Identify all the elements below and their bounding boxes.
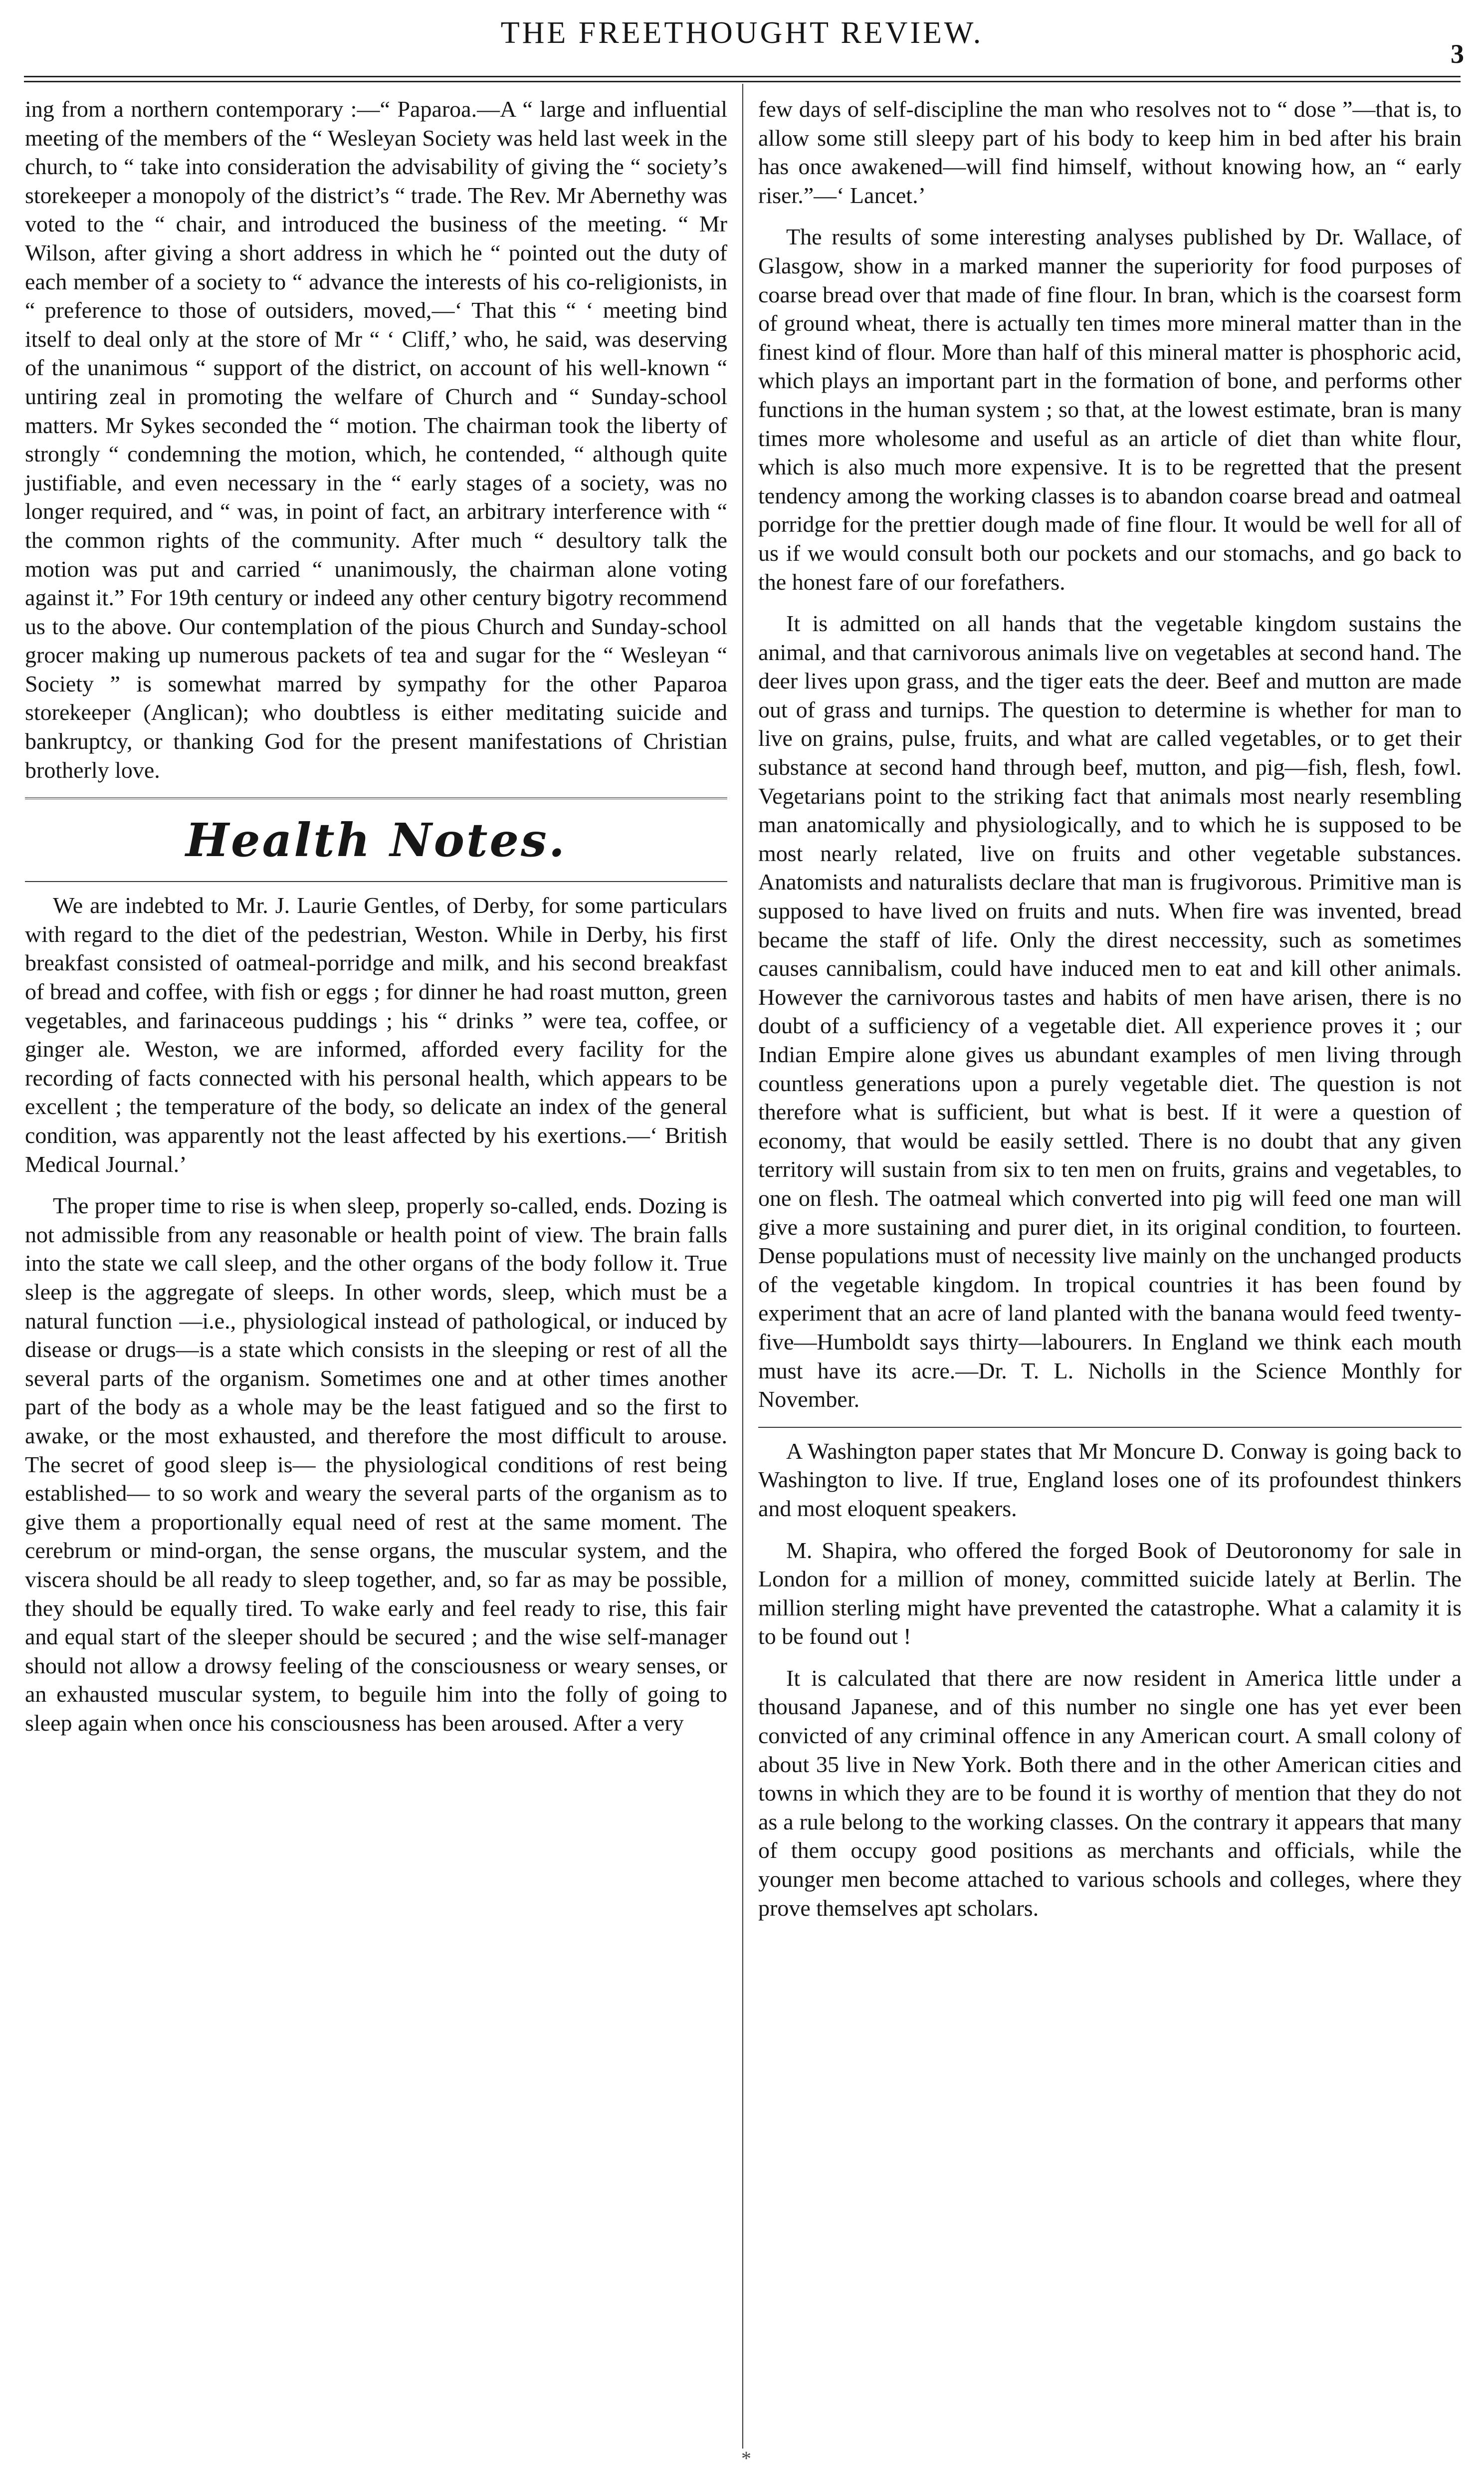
running-title: THE FREETHOUGHT REVIEW. <box>500 16 984 50</box>
news-paragraph: It is calculated that there are now resident in America little under a thousand Japanese, and of this number no single one has yet ever been convicted of any criminal offence in any American court. A small colony of about 35 live in New York. Both there and in the other American cities and towns in which they are to be found it is worthy of mention that they do not as a rule belong to the working classes. On the contrary it appears that many of them occupy good positions as merchants and officials, while the younger men become attached to various schools and colleges, where they prove themselves apt scholars. <box>758 1665 1462 1921</box>
header-rule-bottom <box>24 81 1461 82</box>
section-divider <box>25 797 727 799</box>
paparoa-paragraph: ing from a northern contemporary :—“ Paparoa.—A “ large and influential meeting of the members of the “ Wesleyan Society was held last week in the church, to “ take into consideration the advisability of giving the “ society’s storekeeper a monopoly of the district’s “ trade. The Rev. Mr Abernethy was voted to the “ chair, and introduced the business of the meeting. “ Mr Wilson, after giving a short address in which he “ pointed out the duty of each member of a society to “ advance the interests of his co-religionists, in “ preference to those of outsiders, moved,—‘ That this “ ‘ meeting bind itself to deal only at the store of Mr “ ‘ Cliff,’ who, he said, was deserving of the unanimous “ support of the district, on account of his well-known “ untiring zeal in promoting the welfare of Church and “ Sunday-school matters. Mr Sykes seconded the “ motion. The chairman took the liberty of strongly “ condemning the motion, which, he contended, “ although quite justifiable, and even necessary in the “ early stages of a society, was no longer required, and “ was, in point of fact, an arbitrary interference with “ the common rights of the community. After much “ desultory talk the motion was put and carried “ unanimously, the chairman alone voting against it.” For 19th century or indeed any other century bigotry recommend us to the above. Our contemplation of the pious Church and Sunday-school grocer making up numerous packets of tea and sugar for the “ Wesleyan “ Society ” is somewhat marred by sympathy for the other Paparoa storekeeper (Anglican); who doubtless is either meditating suicide and bankruptcy, or thanking God for the present manifestations of Christian brotherly love. <box>25 96 727 783</box>
right-column <box>758 95 1462 1935</box>
page-number: 3 <box>1451 39 1464 69</box>
article-paragraph: The proper time to rise is when sleep, properly so-called, ends. Dozing is not admissible from any reasonable or health point of view. The brain falls into the state we call sleep, and the other organs of the body follow it. True sleep is the aggregate of sleeps. In other words, sleep, which must be a natural function —i.e., physiological instead of pathological, or induced by disease or drugs—is a state which consists in the sleeping or rest of all the several parts of the organism. Sometimes one and at other times another part of the body as a whole may be the least fatigued and so the first to awake, or the most exhausted, and therefore the most difficult to arouse. The secret of good sleep is— the physiological conditions of rest being established— to so work and weary the several parts of the organism as to give them a proportionally equal need of rest at the same moment. The cerebrum or mind-organ, the sense organs, the muscular system, and the viscera should be all ready to sleep together, and, so far as may be possible, they should be equally tired. To wake early and feel ready to rise, this fair and equal start of the sleeper should be secured ; and the wise self-manager should not allow a drowsy feeling of the consciousness or weary senses, or an exhausted muscular system, to beguile him into the folly of going to sleep again when once his consciousness has been aroused. After a very <box>25 1193 727 1736</box>
news-paragraph: M. Shapira, who offered the forged Book of Deutoronomy for sale in London for a million of money, committed suicide lately at Berlin. The million sterling might have prevented the catastrophe. What a calamity it is to be found out ! <box>758 1537 1462 1649</box>
header-rule-top <box>24 76 1461 77</box>
article-paragraph: It is admitted on all hands that the vegetable kingdom sustains the animal, and that carnivorous animals live on vegetables at second hand. The deer lives upon grass, and the tiger eats the deer. Beef and mutton are made out of grass and turnips. The question to determine is whether for man to live on grains, pulse, fruits, and what are called vegetables, or to get their substance at second hand through beef, mutton, and pig—fish, flesh, fowl. Vegetarians point to the striking fact that animals most nearly resembling man anatomically and physiologically, and to which he is supposed to be most nearly related, live on fruits and other vegetable substances. Anatomists and naturalists declare that man is frugivorous. Primitive man is supposed to have lived on fruits and nuts. When fire was invented, bread became the staff of life. Only the direst neccessity, such as sometimes causes cannibalism, could have induced men to eat and kill other animals. However the carnivorous tastes and habits of men have arisen, there is no doubt of a sufficiency of a vegetable diet. All experience proves it ; our Indian Empire alone gives us abundant examples of men living through countless generations upon a purely vegetable diet. The question is not therefore what is sufficient, but what is best. If it were a question of economy, that would be easily settled. There is no doubt that any given territory will sustain from six to ten men on fruits, grains and vegetables, to one on flesh. The oatmeal which converted into pig will feed one man will give a more sustaining and purer diet, in its original condition, to fourteen. Dense populations must of necessity live mainly on the unchanged products of the vegetable kingdom. In tropical countries it has been found by experiment that an acre of land planted with the banana would feed twenty-five—Humboldt says thirty—labourers. In England we think each mouth must have its acre.—Dr. T. L. Nicholls in the Science Monthly for November. <box>758 611 1462 1412</box>
article-paragraph: The results of some interesting analyses published by Dr. Wallace, of Glasgow, show in a marked manner the superiority for food purposes of coarse bread over that made of fine flour. In bran, which is the coarsest form of ground wheat, there is actually ten times more mineral matter than in the finest kind of flour. More than half of this mineral matter is phosphoric acid, which plays an important part in the formation of bone, and performs other functions in the human system ; so that, at the lowest estimate, bran is many times more wholesome and useful as an article of diet than white flour, which is also much more expensive. It is to be regretted that the present tendency among the working classes is to abandon coarse bread and oatmeal porridge for the prettier dough made of fine flour. It would be well for all of us if we would consult both our pockets and our stomachs, and go back to the honest fare of our forefathers. <box>758 224 1462 595</box>
heading-underline <box>25 881 727 882</box>
left-column <box>25 95 727 1750</box>
article-paragraph: We are indebted to Mr. J. Laurie Gentles, of Derby, for some particulars with regard to the diet of the pedestrian, Weston. While in Derby, his first breakfast consisted of oatmeal-porridge and milk, and his second breakfast of bread and coffee, with fish or eggs ; for dinner he had roast mutton, green vegetables, and farinaceous puddings ; his “ drinks ” were tea, coffee, or ginger ale. Weston, we are informed, afforded every facility for the recording of facts connected with his personal health, which appears to be excellent ; the temperature of the body, so delicate an index of the general condition, was apparently not the least affected by his exertions.—‘ British Medical Journal.’ <box>25 893 727 1177</box>
news-divider <box>758 1427 1462 1428</box>
section-heading-health-notes: Health Notes. <box>186 813 567 868</box>
bottom-mark: * <box>741 2447 751 2470</box>
column-divider <box>742 84 743 2449</box>
article-paragraph: few days of self-discipline the man who resolves not to “ dose ”—that is, to allow some still sleepy part of his body to keep him in bed after his brain has once awakened—will find himself, without knowing how, an “ early riser.”—‘ Lancet.’ <box>758 96 1462 208</box>
news-paragraph: A Washington paper states that Mr Moncure D. Conway is going back to Washington to live. If true, England loses one of its profoundest thinkers and most eloquent speakers. <box>758 1438 1462 1521</box>
